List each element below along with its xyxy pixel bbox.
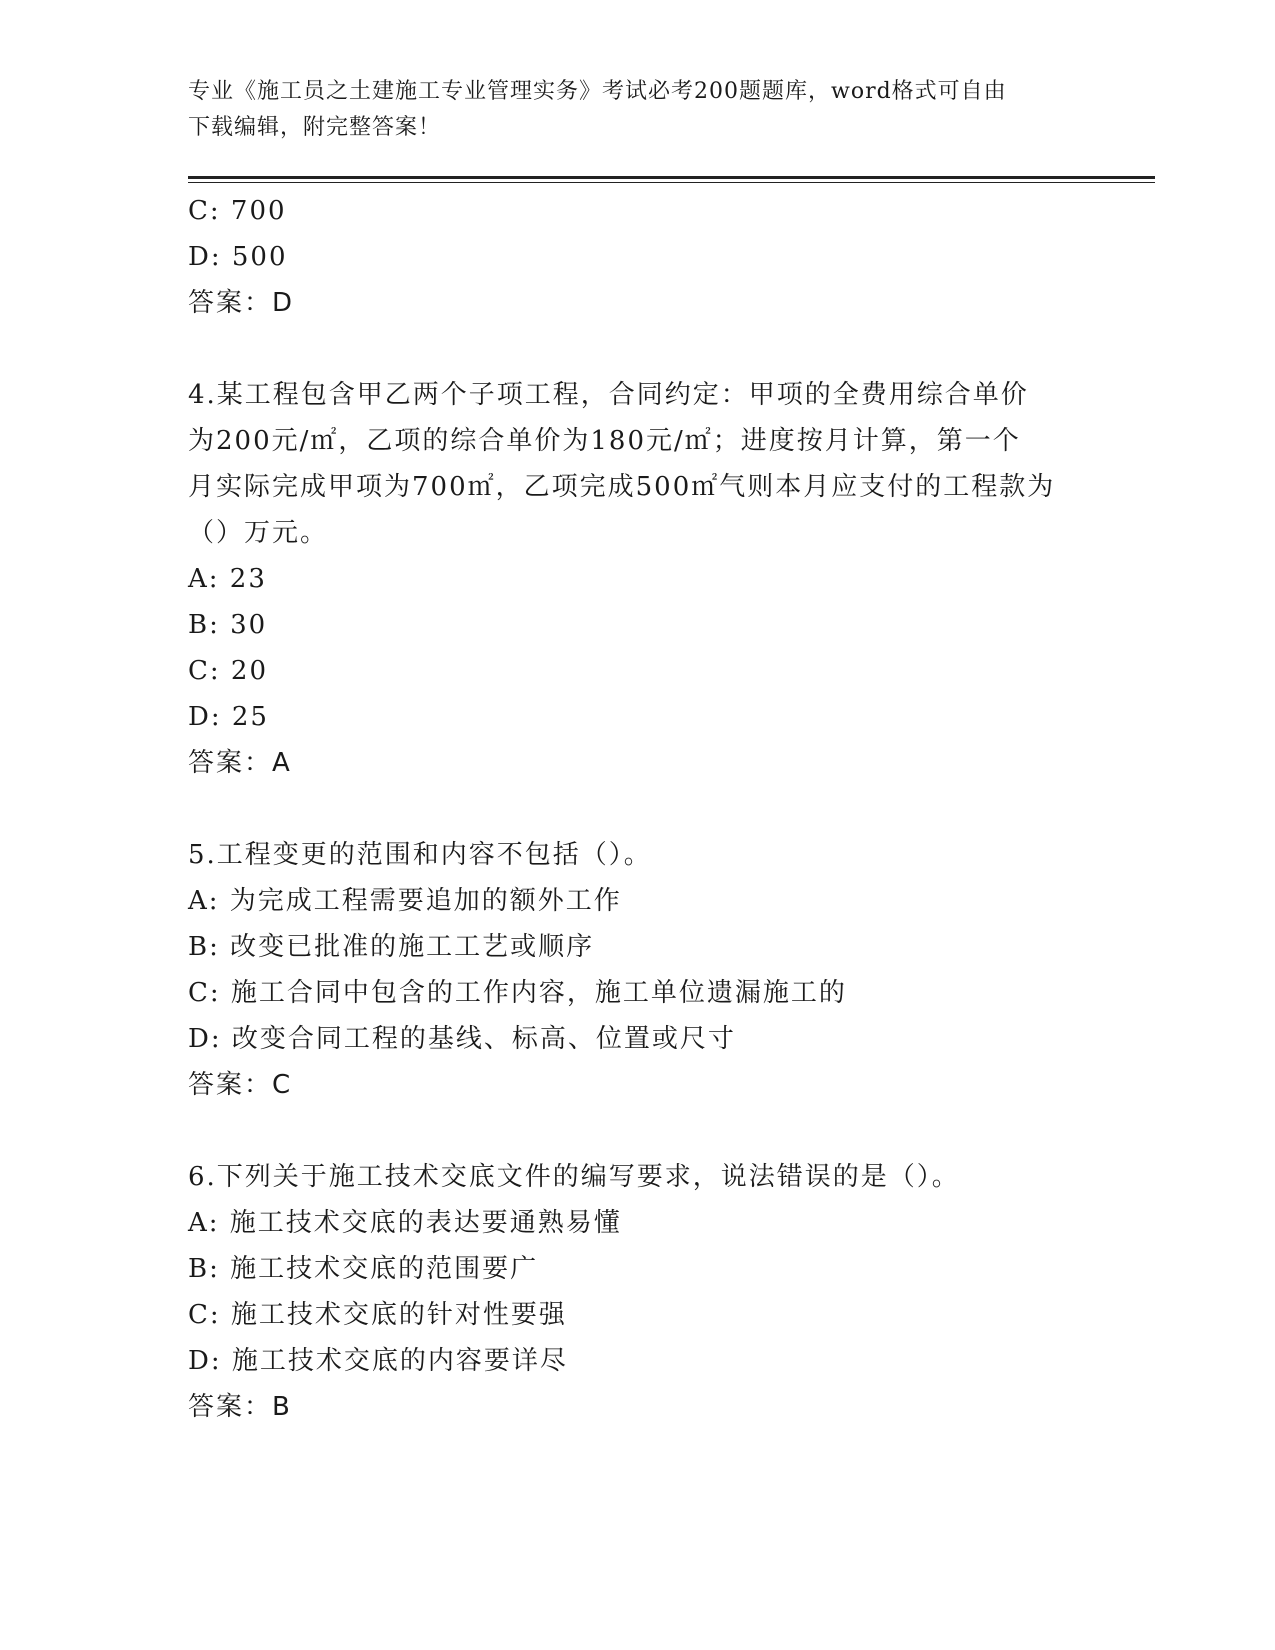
answer-line: 答案：A <box>188 748 292 778</box>
answer-line: 答案：B <box>188 1392 292 1422</box>
question-3-continued <box>188 188 1088 326</box>
question-stem: 6.下列关于施工技术交底文件的编写要求，说法错误的是（）。 <box>188 1162 960 1192</box>
option-c: C: 700 <box>188 196 287 226</box>
question-5 <box>188 832 1088 1108</box>
question-content <box>188 188 1088 1430</box>
option-b: B: 30 <box>188 610 268 640</box>
header-divider-thin <box>188 182 1155 183</box>
option-b: B: 改变已批准的施工工艺或顺序 <box>188 932 595 962</box>
option-c: C: 20 <box>188 656 269 686</box>
option-a: A: 施工技术交底的表达要通熟易懂 <box>188 1208 622 1238</box>
option-a: A: 23 <box>188 564 267 594</box>
header-divider-thick <box>188 176 1155 179</box>
stem-line: （）万元。 <box>188 518 329 548</box>
header-title-line-2: 下载编辑，附完整答案！ <box>188 115 442 140</box>
option-b: B: 施工技术交底的范围要广 <box>188 1254 539 1284</box>
answer-line: 答案：D <box>188 288 295 318</box>
question-stem <box>188 372 1068 556</box>
stem-line: 月实际完成甲项为700㎡，乙项完成500㎡气则本月应支付的工程款为 <box>188 472 1056 502</box>
option-a: A: 为完成工程需要追加的额外工作 <box>188 886 622 916</box>
option-d: D: 施工技术交底的内容要详尽 <box>188 1346 568 1376</box>
option-c: C: 施工技术交底的针对性要强 <box>188 1300 567 1330</box>
option-d: D: 500 <box>188 242 288 272</box>
page-header <box>188 74 1068 146</box>
stem-line: 为200元/㎡，乙项的综合单价为180元/㎡；进度按月计算，第一个 <box>188 426 1021 456</box>
question-6 <box>188 1154 1088 1430</box>
option-d: D: 25 <box>188 702 269 732</box>
stem-line: 4.某工程包含甲乙两个子项工程，合同约定：甲项的全费用综合单价 <box>188 380 1029 410</box>
header-title-line-1: 专业《施工员之土建施工专业管理实务》考试必考200题题库，word格式可自由 <box>188 79 1007 104</box>
answer-line: 答案：C <box>188 1070 293 1100</box>
option-c: C: 施工合同中包含的工作内容，施工单位遗漏施工的 <box>188 978 847 1008</box>
option-d: D: 改变合同工程的基线、标高、位置或尺寸 <box>188 1024 736 1054</box>
question-4 <box>188 372 1088 786</box>
question-stem: 5.工程变更的范围和内容不包括（）。 <box>188 840 652 870</box>
